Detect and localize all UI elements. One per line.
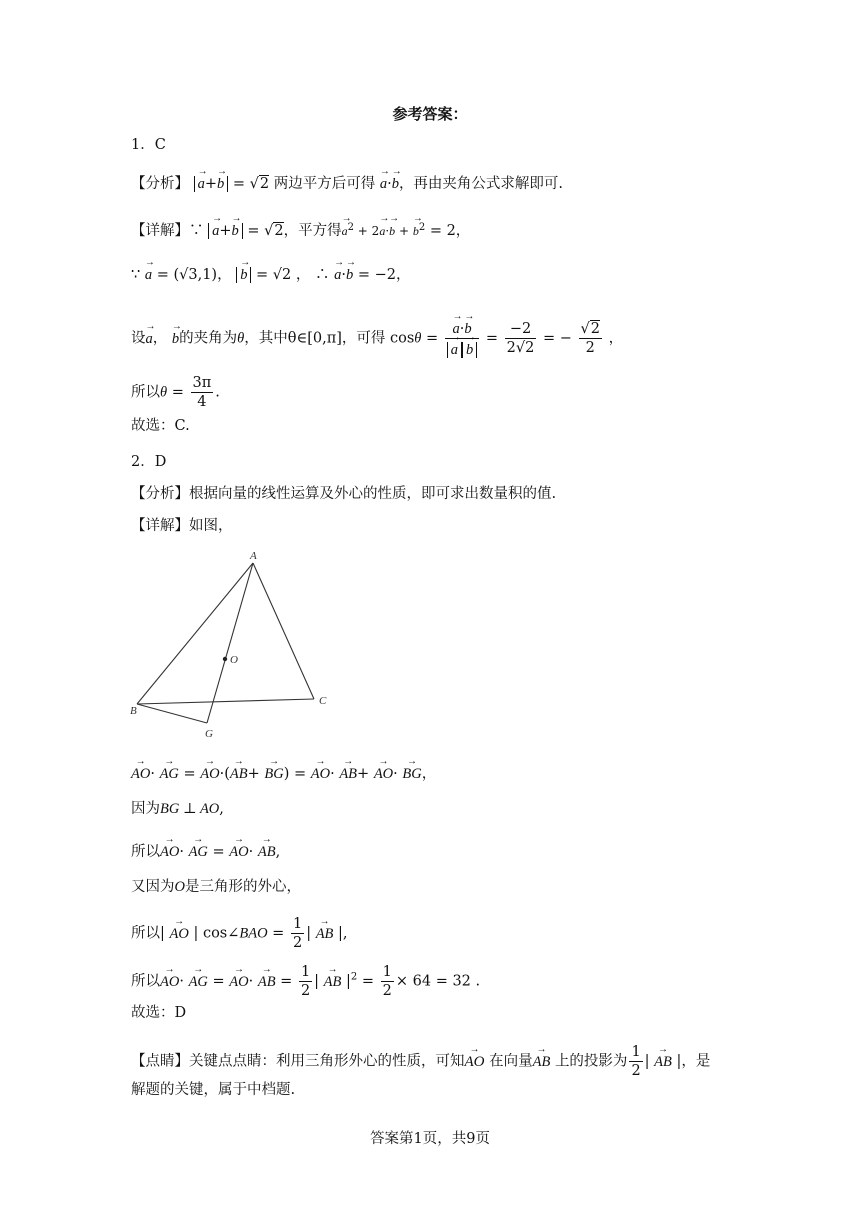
triangle-figure (126, 545, 336, 745)
q1-angle-intro: 设 (131, 330, 146, 347)
q1-cos-final: = − (542, 330, 572, 347)
q1-angle-range: ，其中θ∈[0,π]，可得 (244, 330, 386, 347)
q1-choose: 故选：C. (131, 418, 190, 434)
q1-analysis-text-2: ，再由夹角公式求解即可. (398, 176, 564, 192)
q1-so-num: 3π (192, 375, 212, 391)
point-o (223, 657, 227, 661)
q1-given-b: = √2 ， (256, 267, 311, 283)
q2-answer: 2．D (131, 454, 167, 470)
segment-bc (137, 699, 314, 704)
q2-eq-value: = 32 . (435, 973, 481, 990)
q2-so1: 所以→ AO· → AG = → AO· → AB, (131, 840, 280, 862)
q1-so: 所以θ = $\frac{3\pi}{4}$ . (131, 375, 220, 410)
q2-eq1: → AO· → AG = → AO·(→ AB+ → BG) = → AO· → AB+ → AO· → BG， (131, 762, 436, 784)
q1-cos-den: 2√2 (506, 340, 535, 356)
q2-so3: 所以→ AO· → AG = → AO· → AB = $\frac{1}{2}$ | → AB $|^2$ = $\frac{1}{2}$ × 64 = 32 . (131, 963, 480, 1000)
segment-ag (207, 563, 253, 723)
q2-choose: 故选：D (131, 1005, 187, 1021)
q1-detail-text: ，平方得 (283, 223, 342, 239)
q2-analysis: 【分析】根据向量的线性运算及外心的性质，即可求出数量积的值. (131, 486, 557, 502)
q1-given-dot: = −2， (357, 267, 411, 283)
q2-detail: 【详解】如图， (131, 518, 233, 534)
label-c: C (319, 695, 327, 707)
q1-given-a: = (√3,1)， (156, 267, 232, 283)
q2-also: 又因为O是三角形的外心， (131, 879, 301, 895)
q2-because: 因为BG ⊥ AO, (131, 801, 224, 817)
page-title: 参考答案： (392, 105, 468, 123)
q2-so2: 所以| → AO | cos∠BAO = $\frac{1}{2}$ | → AB |, (131, 915, 348, 952)
label-o: O (230, 654, 238, 666)
q1-cos-num: −2 (505, 320, 537, 339)
segment-ac (253, 563, 314, 699)
q2-comment: 【点睛】关键点点睛：利用三角形外心的性质，可知→ AO 在向量→ AB 上的投影为 $\frac{1}{2}$ | → AB |，是 (131, 1043, 710, 1080)
q1-detail-line1: 【详解】∵ → a+→ b = √2，平方得→ $a^2 + 2\to a\cdot\to b$ + → $b^2 = 2$， (131, 218, 470, 241)
segment-ab (137, 563, 253, 704)
q1-angle: 设→ a， → b的夹角为θ，其中θ∈[0,π]，可得 cosθ = → a·→ b → a→ b = $\frac{-2}{2√2}$ = − $\frac{√2}{2}$ ， (131, 318, 623, 359)
q2-because-expr: BG ⊥ AO (160, 801, 220, 817)
q1-given: ∵ → a = (√3,1)， → b = √2 ， ∴ → a·→ b = −2， (131, 263, 410, 285)
q1-detail-tag: 【详解】 (131, 223, 189, 239)
q1-so-text: 所以 (131, 384, 160, 401)
q1-detail-end: = 2， (429, 223, 471, 239)
q1-analysis-tag: 【分析】 (131, 176, 189, 192)
q1-so-den: 4 (197, 394, 207, 410)
q1-analysis: 【分析】 → a+→ b = √2 两边平方后可得 → a·→ b，再由夹角公式求解即可. (131, 172, 563, 194)
label-a: A (250, 550, 257, 562)
q2-comment-end: 解题的关键，属于中档题. (131, 1082, 296, 1098)
segment-bg (137, 704, 207, 723)
q1-analysis-text-1: 两边平方后可得 (273, 176, 376, 192)
q1-angle-mid: 的夹角为 (179, 330, 238, 347)
label-g: G (205, 728, 213, 740)
q1-answer: 1．C (131, 137, 166, 153)
page-footer: 答案第1页，共9页 (370, 1131, 490, 1147)
label-b: B (130, 705, 137, 717)
